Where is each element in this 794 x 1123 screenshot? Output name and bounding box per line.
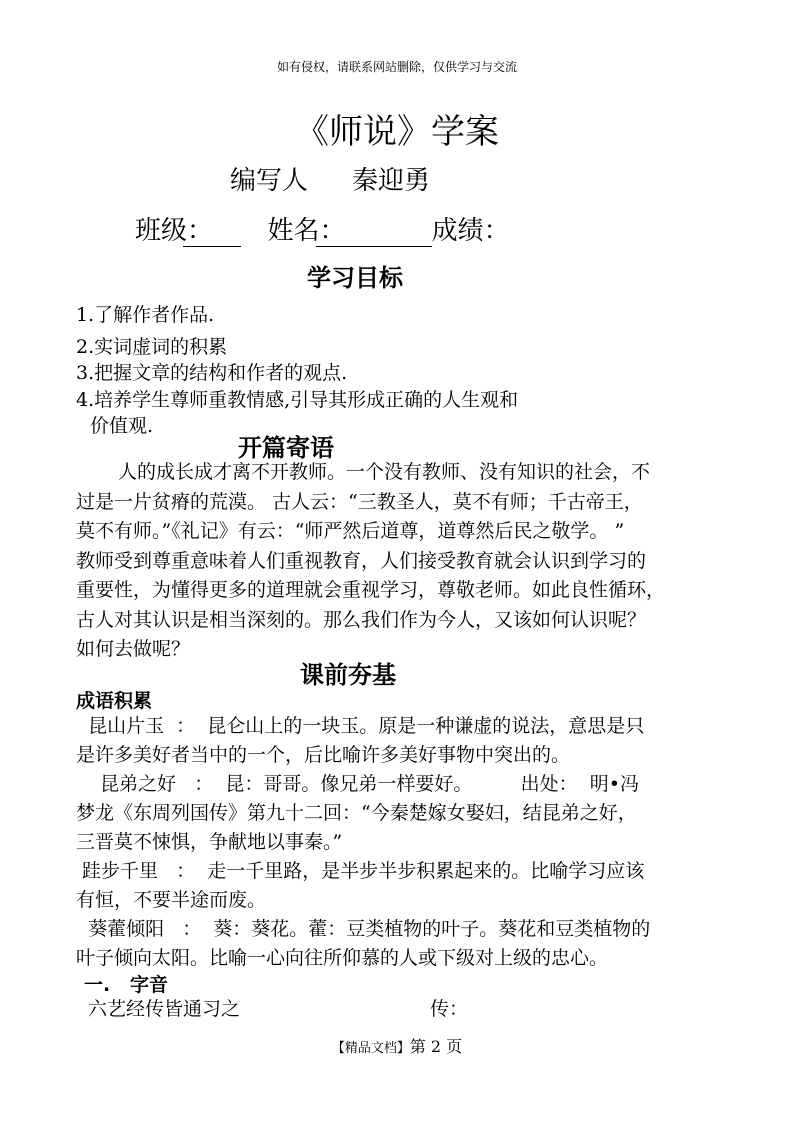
- idiom-line: 三晋莫不悚惧，争献地以事秦。”: [76, 831, 343, 853]
- name-blank[interactable]: [316, 216, 432, 247]
- idiom-line: 昆山片玉 ： 昆仑山上的一块玉。原是一种谦虚的说法，意思是只: [76, 715, 645, 737]
- author-line: [230, 160, 430, 197]
- author-name: 秦迎勇: [352, 166, 431, 196]
- goal-item: 1.了解作者作品.: [76, 304, 215, 326]
- author-label: 编写人: [230, 166, 309, 196]
- idiom-line: 有恒，不要半途而废。: [76, 889, 267, 911]
- idiom-list: [76, 712, 726, 973]
- opening-paragraph: [76, 458, 726, 665]
- idiom-line: 昆弟之好 ： 昆：哥哥。像兄弟一样要好。 出处： 明•冯: [76, 773, 639, 795]
- pron-item-text: 六艺经传皆通习之: [88, 998, 241, 1020]
- goal-item: 价值观.: [90, 415, 154, 437]
- opening-line: 教师受到尊重意味着人们重视教育，人们接受教育就会认识到学习的: [76, 549, 647, 572]
- page-footer: [0, 1034, 794, 1057]
- opening-heading: 开篇寄语: [238, 434, 334, 462]
- goal-item: 2.实词虚词的积累: [76, 336, 228, 358]
- idiom-heading: 成语积累: [76, 690, 153, 712]
- page-title: 《师说》学案: [295, 112, 499, 152]
- class-blank[interactable]: [183, 216, 241, 247]
- prep-heading: 课前夯基: [300, 661, 396, 689]
- class-label: 班级：: [135, 216, 214, 246]
- student-info-line: [135, 210, 510, 247]
- goal-item: 4.培养学生尊师重教情感,引导其形成正确的人生观和: [76, 389, 519, 411]
- opening-line: 如何去做呢？: [76, 638, 191, 660]
- opening-line: 莫不有师。”《礼记》有云：“师严然后道尊，道尊然后民之敬学。 ”: [76, 520, 625, 542]
- score-label: 成绩：: [431, 216, 510, 246]
- goals-heading: 学习目标: [307, 264, 403, 292]
- section-one-heading: 一. 字音: [84, 974, 169, 996]
- goal-item: 3.把握文章的结构和作者的观点.: [76, 362, 348, 384]
- opening-line: 过是一片贫瘠的荒漠。 古人云：“三教圣人，莫不有师；千古帝王，: [76, 490, 643, 513]
- opening-line: 重要性，为懂得更多的道理就会重视学习，尊敬老师。如此良性循环，: [76, 579, 666, 601]
- idiom-line: 叶子倾向太阳。比喻一心向往所仰慕的人或下级对上级的忠心。: [76, 947, 609, 969]
- opening-line: 古人对其认识是相当深刻的。那么我们作为今人，又该如何认识呢？: [76, 608, 647, 631]
- opening-line: 人的成长成才离不开教师。一个没有教师、没有知识的社会，不: [118, 461, 651, 483]
- pron-item-label: 传：: [430, 998, 469, 1020]
- idiom-line: 是许多美好者当中的一个，后比喻许多美好事物中突出的。: [76, 744, 571, 766]
- page-number: 第 2 页: [409, 1037, 463, 1056]
- name-label: 姓名：: [267, 216, 346, 246]
- header-note: 如有侵权，请联系网站删除，仅供学习与交流: [276, 60, 517, 74]
- footer-tag: 【精品文档】: [331, 1041, 410, 1056]
- idiom-line: 梦龙《东周列国传》第九十二回：“今秦楚嫁女娶妇，结昆弟之好，: [76, 802, 637, 824]
- idiom-line: 葵藿倾阳 ： 葵：葵花。藿：豆类植物的叶子。葵花和豆类植物的: [76, 918, 651, 940]
- idiom-line: 跬步千里 ： 走一千里路，是半步半步积累起来的。比喻学习应该: [76, 860, 645, 882]
